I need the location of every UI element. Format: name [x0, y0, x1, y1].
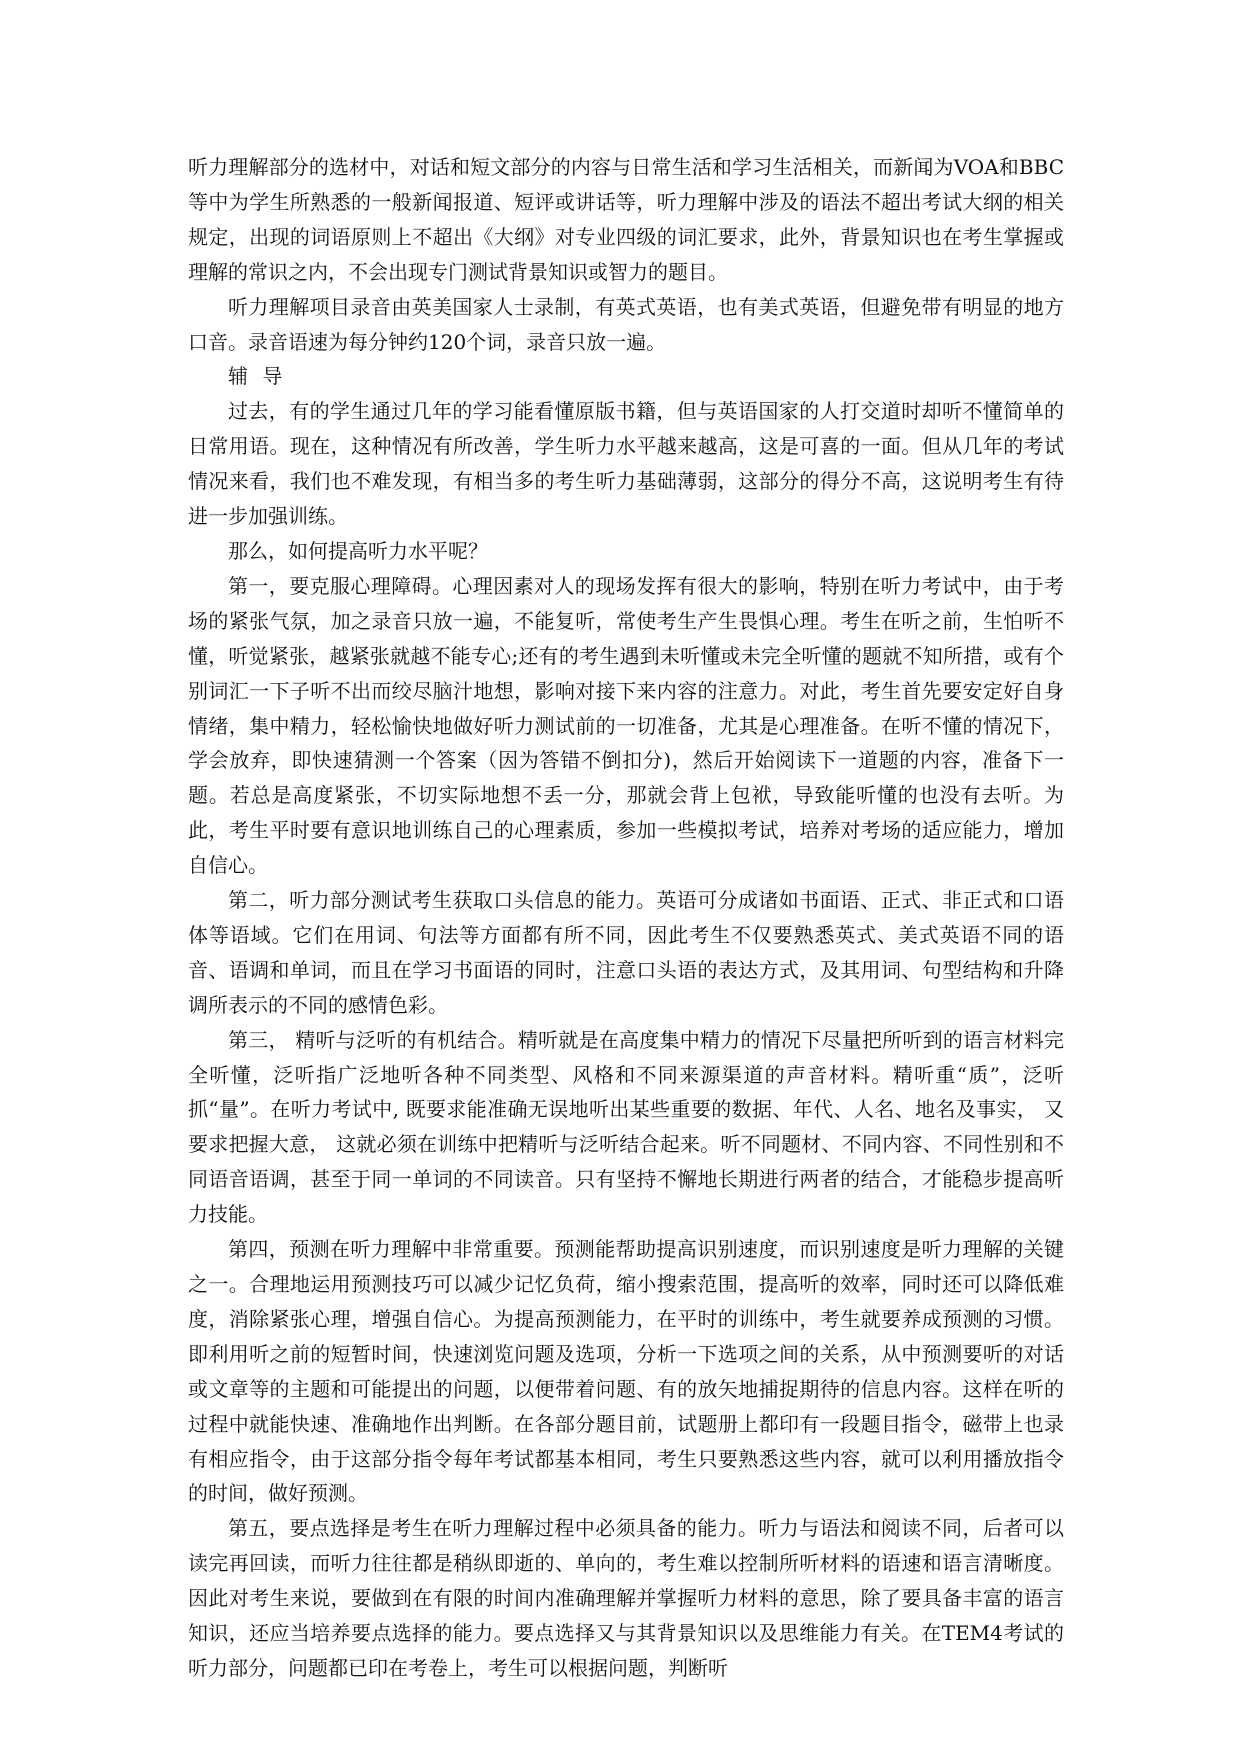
- paragraph-question: 那么，如何提高听力水平呢？: [228, 538, 488, 563]
- document-body: [188, 150, 1064, 1686]
- section-heading-tutoring: 辅 导: [228, 364, 287, 389]
- paragraph-point-five: 第五，要点选择是考生在听力理解过程中必须具备的能力。听力与语法和阅读不同，后者可以读完再回读，而听力往往都是稍纵即逝的、单向的，考生难以控制所听材料的语速和语言清晰度。因此对考生来说，要做到在有限的时间内准确理解并掌握听力材料的意思，除了要具备丰富的语言知识，还应当培养要点选择的能力。要点选择又与其背景知识以及思维能力有关。在TEM4考试的听力部分，问题都已印在考卷上，考生可以根据问题，判断听: [188, 1516, 1064, 1680]
- paragraph-point-four: 第四，预测在听力理解中非常重要。预测能帮助提高识别速度，而识别速度是听力理解的关键之一。合理地运用预测技巧可以减少记忆负荷，缩小搜索范围，提高听的效率，同时还可以降低难度，消除紧张心理，增强自信心。为提高预测能力，在平时的训练中，考生就要养成预测的习惯。即利用听之前的短暂时间，快速浏览问题及选项，分析一下选项之间的关系，从中预测要听的对话或文章等的主题和可能提出的问题，以便带着问题、有的放矢地捕捉期待的信息内容。这样在听的过程中就能快速、准确地作出判断。在各部分题目前，试题册上都印有一段题目指令，磁带上也录有相应指令，由于这部分指令每年考试都基本相同，考生只要熟悉这些内容，就可以利用播放指令的时间，做好预测。: [188, 1237, 1064, 1506]
- paragraph-past-situation: 过去，有的学生通过几年的学习能看懂原版书籍，但与英语国家的人打交道时却听不懂简单的日常用语。现在，这种情况有所改善，学生听力水平越来越高，这是可喜的一面。但从几年的考试情况来看，我们也不难发现，有相当多的考生听力基础薄弱，这部分的得分不高，这说明考生有待进一步加强训练。: [188, 399, 1064, 529]
- paragraph-point-one: 第一，要克服心理障碍。心理因素对人的现场发挥有很大的影响，特别在听力考试中，由于考场的紧张气氛，加之录音只放一遍，不能复听，常使考生产生畏惧心理。考生在听之前，生怕听不懂，听觉紧张，越紧张就越不能专心;还有的考生遇到未听懂或未完全听懂的题就不知所措，或有个别词汇一下子听不出而绞尽脑汁地想，影响对接下来内容的注意力。对此，考生首先要安定好自身情绪，集中精力，轻松愉快地做好听力测试前的一切准备，尤其是心理准备。在听不懂的情况下，学会放弃，即快速猜测一个答案（因为答错不倒扣分)，然后开始阅读下一道题的内容，准备下一题。若总是高度紧张，不切实际地想不丢一分，那就会背上包袱，导致能听懂的也没有去听。为此，考生平时要有意识地训练自己的心理素质，参加一些模拟考试，培养对考场的适应能力，增加自信心。: [188, 573, 1064, 878]
- paragraph-recording-info: 听力理解项目录音由英美国家人士录制，有英式英语，也有美式英语，但避免带有明显的地方口音。录音语速为每分钟约120个词，录音只放一遍。: [188, 294, 1064, 354]
- paragraph-point-three: 第三， 精听与泛听的有机结合。精听就是在高度集中精力的情况下尽量把所听到的语言材料完全听懂，泛听指广泛地听各种不同类型、风格和不同来源渠道的声音材料。精听重“质”，泛听抓“量”。在听力考试中, 既要求能准确无误地听出某些重要的数据、年代、人名、地名及事实， 又要求把握大意， 这就必须在训练中把精听与泛听结合起来。听不同题材、不同内容、不同性别和不同语音语调，甚至于同一单词的不同读音。只有坚持不懈地长期进行两者的结合，才能稳步提高听力技能。: [188, 1027, 1064, 1227]
- paragraph-point-two: 第二，听力部分测试考生获取口头信息的能力。英语可分成诸如书面语、正式、非正式和口语体等语域。它们在用词、句法等方面都有所不同，因此考生不仅要熟悉英式、美式英语不同的语音、语调和单词，而且在学习书面语的同时，注意口头语的表达方式，及其用词、句型结构和升降调所表示的不同的感情色彩。: [188, 888, 1064, 1017]
- paragraph-listening-materials: 听力理解部分的选材中，对话和短文部分的内容与日常生活和学习生活相关，而新闻为VOA和BBC等中为学生所熟悉的一般新闻报道、短评或讲话等，听力理解中涉及的语法不超出考试大纲的相关规定，出现的词语原则上不超出《大纲》对专业四级的词汇要求，此外，背景知识也在考生掌握或理解的常识之内，不会出现专门测试背景知识或智力的题目。: [188, 155, 1064, 284]
